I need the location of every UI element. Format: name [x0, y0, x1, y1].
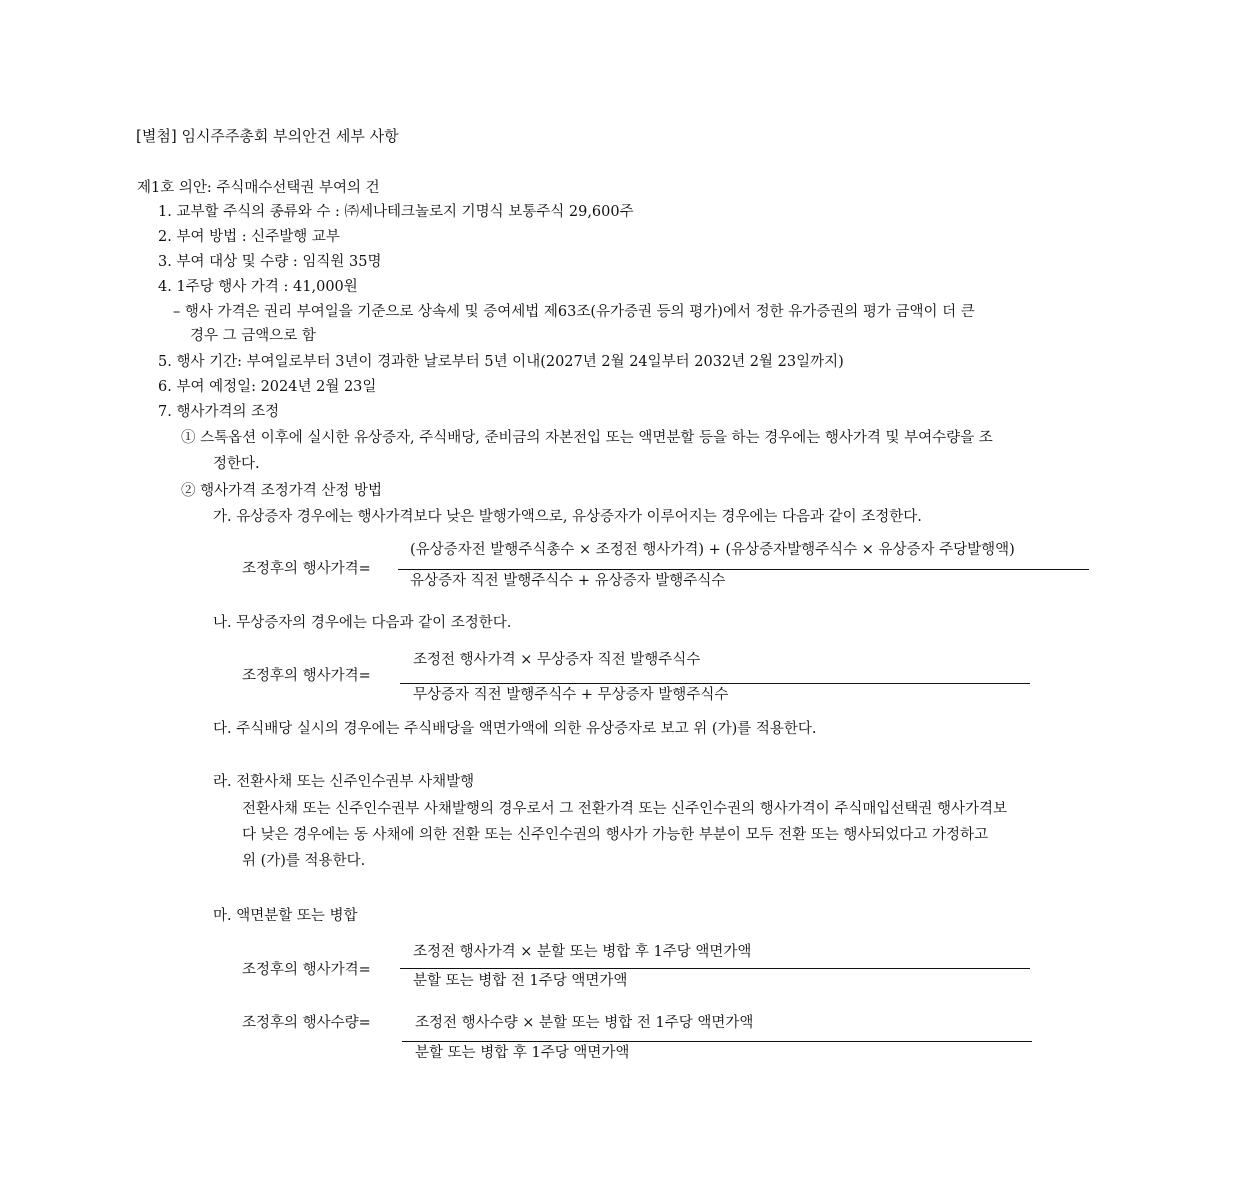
case-ma-qty-fraction-bar [402, 1041, 1032, 1042]
adjustment-sub-1-line-2: 정한다. [213, 456, 260, 472]
case-ma-qty-numerator: 조정전 행사수량 × 분할 또는 병합 전 1주당 액면가액 [415, 1015, 754, 1031]
agenda-item-6: 6. 부여 예정일: 2024년 2월 23일 [158, 379, 377, 395]
case-ma-price-numerator: 조정전 행사가격 × 분할 또는 병합 후 1주당 액면가액 [413, 944, 752, 960]
case-na-fraction-bar [400, 683, 1030, 684]
case-ra-heading: 라. 전환사채 또는 신주인수권부 사채발행 [213, 774, 475, 790]
price-note-line-2: 경우 그 금액으로 함 [190, 328, 316, 344]
agenda-item-7: 7. 행사가격의 조정 [158, 404, 280, 420]
case-ma-price-fraction-bar [400, 968, 1030, 969]
case-na-text: 나. 무상증자의 경우에는 다음과 같이 조정한다. [213, 615, 512, 631]
agenda-heading: 제1호 의안: 주식매수선택권 부여의 건 [137, 180, 380, 196]
case-ma-qty-denominator: 분할 또는 병합 후 1주당 액면가액 [415, 1045, 630, 1061]
case-na-formula-label: 조정후의 행사가격= [242, 668, 371, 684]
agenda-item-3: 3. 부여 대상 및 수량 : 임직원 35명 [158, 254, 382, 270]
case-na-numerator: 조정전 행사가격 × 무상증자 직전 발행주식수 [413, 652, 701, 668]
case-ga-fraction-bar [398, 569, 1089, 570]
case-ga-numerator: (유상증자전 발행주식총수 × 조정전 행사가격) + (유상증자발행주식수 × 유상증자 주당발행액) [410, 542, 1015, 558]
case-ra-line-3: 위 (가)를 적용한다. [242, 853, 366, 869]
case-ga-denominator: 유상증자 직전 발행주식수 + 유상증자 발행주식수 [410, 573, 726, 589]
case-na-denominator: 무상증자 직전 발행주식수 + 무상증자 발행주식수 [413, 687, 729, 703]
price-note-line-1: – 행사 가격은 권리 부여일을 기준으로 상속세 및 증여세법 제63조(유가증권 등의 평가)에서 정한 유가증권의 평가 금액이 더 큰 [173, 304, 975, 320]
agenda-item-5: 5. 행사 기간: 부여일로부터 3년이 경과한 날로부터 5년 이내(2027년 2월 24일부터 2032년 2월 23일까지) [158, 354, 844, 370]
case-ma-qty-label: 조정후의 행사수량= [242, 1015, 371, 1031]
agenda-item-1: 1. 교부할 주식의 종류와 수 : ㈜세나테크놀로지 기명식 보통주식 29,600주 [158, 204, 634, 220]
case-ga-formula-label: 조정후의 행사가격= [242, 561, 371, 577]
case-da-text: 다. 주식배당 실시의 경우에는 주식배당을 액면가액에 의한 유상증자로 보고 위 (가)를 적용한다. [213, 721, 817, 737]
agenda-item-2: 2. 부여 방법 : 신주발행 교부 [158, 229, 340, 245]
case-ma-heading: 마. 액면분할 또는 병합 [213, 908, 358, 924]
adjustment-sub-2: ② 행사가격 조정가격 산정 방법 [181, 483, 383, 499]
agenda-item-4: 4. 1주당 행사 가격 : 41,000원 [158, 279, 358, 295]
case-ma-price-denominator: 분할 또는 병합 전 1주당 액면가액 [413, 973, 628, 989]
case-ga-text: 가. 유상증자 경우에는 행사가격보다 낮은 발행가액으로, 유상증자가 이루어지는 경우에는 다음과 같이 조정한다. [213, 509, 922, 525]
case-ra-line-1: 전환사채 또는 신주인수권부 사채발행의 경우로서 그 전환가격 또는 신주인수권의 행사가격이 주식매입선택권 행사가격보 [242, 801, 1008, 817]
adjustment-sub-1-line-1: ① 스톡옵션 이후에 실시한 유상증자, 주식배당, 준비금의 자본전입 또는 액면분할 등을 하는 경우에는 행사가격 및 부여수량을 조 [181, 430, 993, 446]
page-title: [별첨] 임시주주총회 부의안건 세부 사항 [136, 127, 399, 145]
case-ma-price-label: 조정후의 행사가격= [242, 962, 371, 978]
case-ra-line-2: 다 낮은 경우에는 동 사채에 의한 전환 또는 신주인수권의 행사가 가능한 부분이 모두 전환 또는 행사되었다고 가정하고 [242, 827, 989, 843]
